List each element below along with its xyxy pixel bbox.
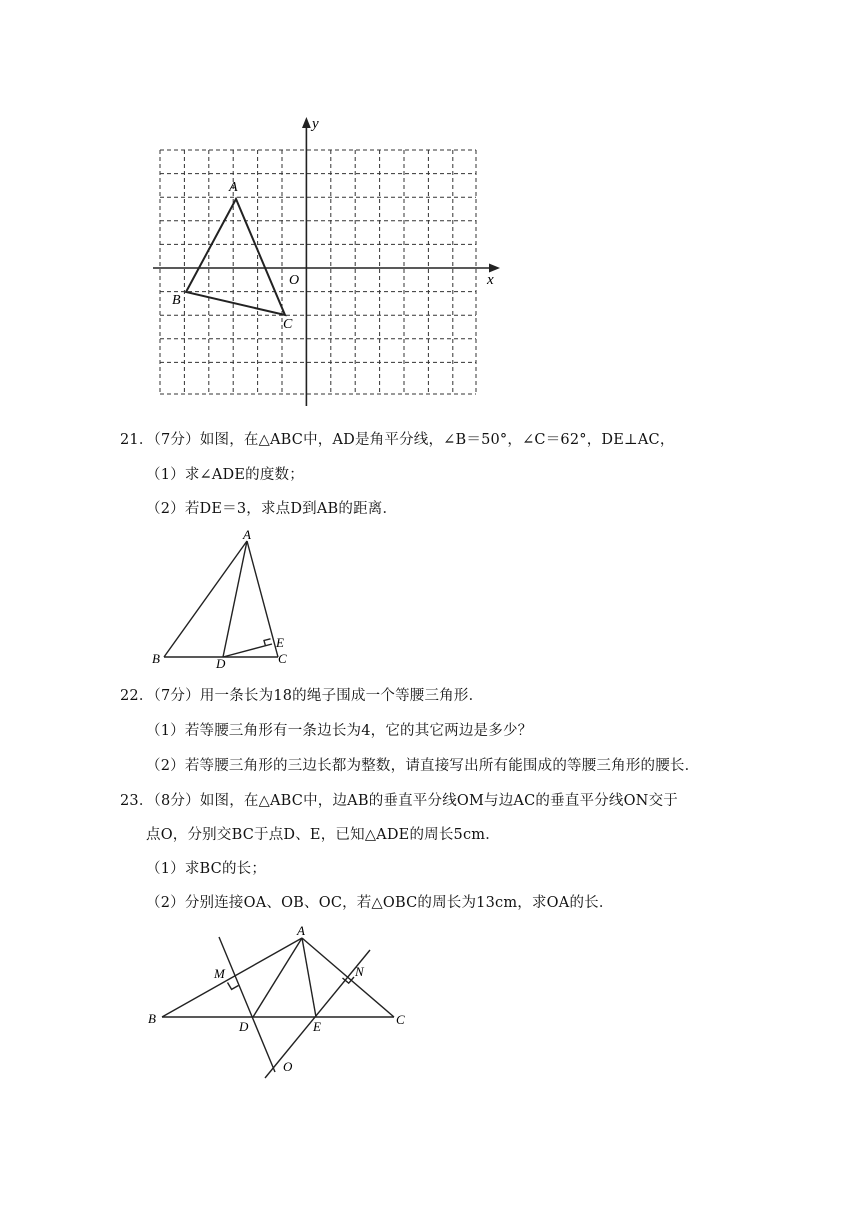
q21-part1: （1）求∠ADE的度数； bbox=[146, 467, 304, 483]
q23-label-o: O bbox=[283, 1059, 293, 1074]
point-b-label: B bbox=[172, 293, 181, 308]
q23-label-d: D bbox=[239, 1019, 249, 1034]
q21-label-d: D bbox=[216, 656, 226, 670]
point-c-label: C bbox=[283, 317, 293, 332]
q22-part2: （2）若等腰三角形的三边长都为整数，请直接写出所有能围成的等腰三角形的腰长． bbox=[146, 758, 700, 774]
q23-label-a: A bbox=[297, 923, 305, 938]
triangle-abc bbox=[186, 199, 285, 315]
q23-stem-line2: 点O，分别交BC于点D、E，已知△ADE的周长5cm． bbox=[146, 827, 500, 843]
coordinate-grid-figure bbox=[150, 110, 510, 410]
q23-triangle-figure bbox=[140, 918, 430, 1083]
q21-stem: 21．（7分）如图，在△ABC中，AD是角平分线，∠B＝50°，∠C＝62°，DE⊥AC， bbox=[120, 432, 675, 448]
q23-label-m: M bbox=[214, 966, 225, 981]
q23-label-e: E bbox=[313, 1019, 321, 1034]
q21-label-a: A bbox=[243, 527, 251, 542]
q21-triangle-figure bbox=[140, 525, 300, 670]
q23-part1: （1）求BC的长； bbox=[146, 861, 267, 877]
origin-label: O bbox=[289, 273, 300, 288]
q23-label-c: C bbox=[396, 1012, 405, 1027]
point-a-label: A bbox=[229, 180, 238, 195]
grid-lines bbox=[160, 150, 476, 394]
q23-label-n: N bbox=[355, 964, 364, 979]
q23-label-b: B bbox=[148, 1011, 156, 1026]
q23-stem-line1: 23．（8分）如图，在△ABC中，边AB的垂直平分线OM与边AC的垂直平分线ON交于 bbox=[120, 793, 678, 809]
q21-label-e: E bbox=[276, 635, 284, 650]
q23-part2: （2）分别连接OA、OB、OC，若△OBC的周长为13cm，求OA的长． bbox=[146, 895, 614, 911]
q21-label-c: C bbox=[278, 651, 287, 666]
q21-label-b: B bbox=[152, 651, 160, 666]
q21-part2: （2）若DE＝3，求点D到AB的距离． bbox=[146, 501, 398, 517]
y-axis-label: y bbox=[312, 116, 319, 132]
q22-part1: （1）若等腰三角形有一条边长为4，它的其它两边是多少？ bbox=[146, 723, 533, 739]
x-axis-label: x bbox=[487, 272, 494, 288]
q22-stem: 22．（7分）用一条长为18的绳子围成一个等腰三角形． bbox=[120, 688, 484, 704]
